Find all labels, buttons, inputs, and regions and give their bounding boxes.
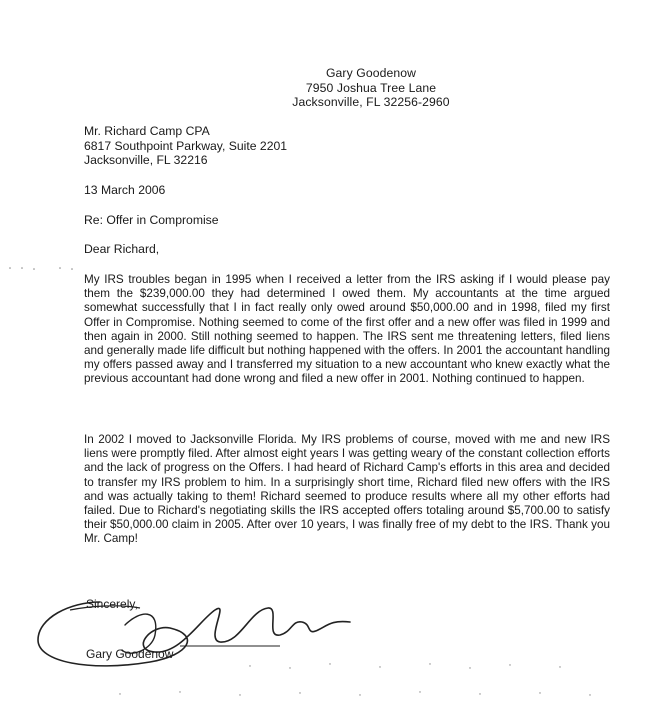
recipient-name: Mr. Richard Camp CPA [84,124,210,138]
recipient-city: Jacksonville, FL 32216 [84,153,208,167]
greeting: Dear Richard, [84,242,160,256]
subject-line: Re: Offer in Compromise [84,213,219,227]
closing: Sincerely, [86,597,138,611]
sender-street: 7950 Joshua Tree Lane [305,80,437,95]
recipient-street: 6817 Southpoint Parkway, Suite 2201 [84,138,288,153]
body-paragraph-2: In 2002 I moved to Jacksonville Florida. My IRS problems of course, moved with me and new IRS liens were promptly filed. After almost eight years I was getting weary of the constant collection efforts and the lack of progress on the Offers. I had heard of Richard Camp's efforts in this area and decided to transfer my IRS problem to him. In a surprisingly short time, Richard filed new offers with the IRS and was actually taking to them! Richard seemed to produce results where all my other efforts had failed. Due to Richard's negotiating skills the IRS accepted offers totaling around $5,700.00 to satisfy their $50,000.00 claim in 2005. After over 10 years, I was finally free of my debt to the IRS. Thank you Mr. Camp! [84,433,610,546]
body-paragraph-1: My IRS troubles began in 1995 when I received a letter from the IRS asking if I would please pay them the $239,000.00 they had determined I owed them. My accountants at the time argued somewhat successfully that I in fact really only owed around $50,000.00 and in 1998, filed my first Offer in Compromise. Nothing seemed to come of the first offer and a new offer was filed in 1999 and then again in 2000. Still nothing seemed to happen. The IRS sent me threatening letters, filed liens and generally made life difficult but nothing happened with the offers. In 2001 the accountant handling my offers passed away and I transferred my situation to a new accountant who knew exactly what the previous accountant had done wrong and filed a new offer in 2001. Nothing continued to happen. [84,273,610,386]
signature-name: Gary Goodenow [86,647,174,661]
sender-city: Jacksonville, FL 32256-2960 [292,95,450,109]
letter-date: 13 March 2006 [84,183,166,197]
sender-name: Gary Goodenow [325,66,417,80]
